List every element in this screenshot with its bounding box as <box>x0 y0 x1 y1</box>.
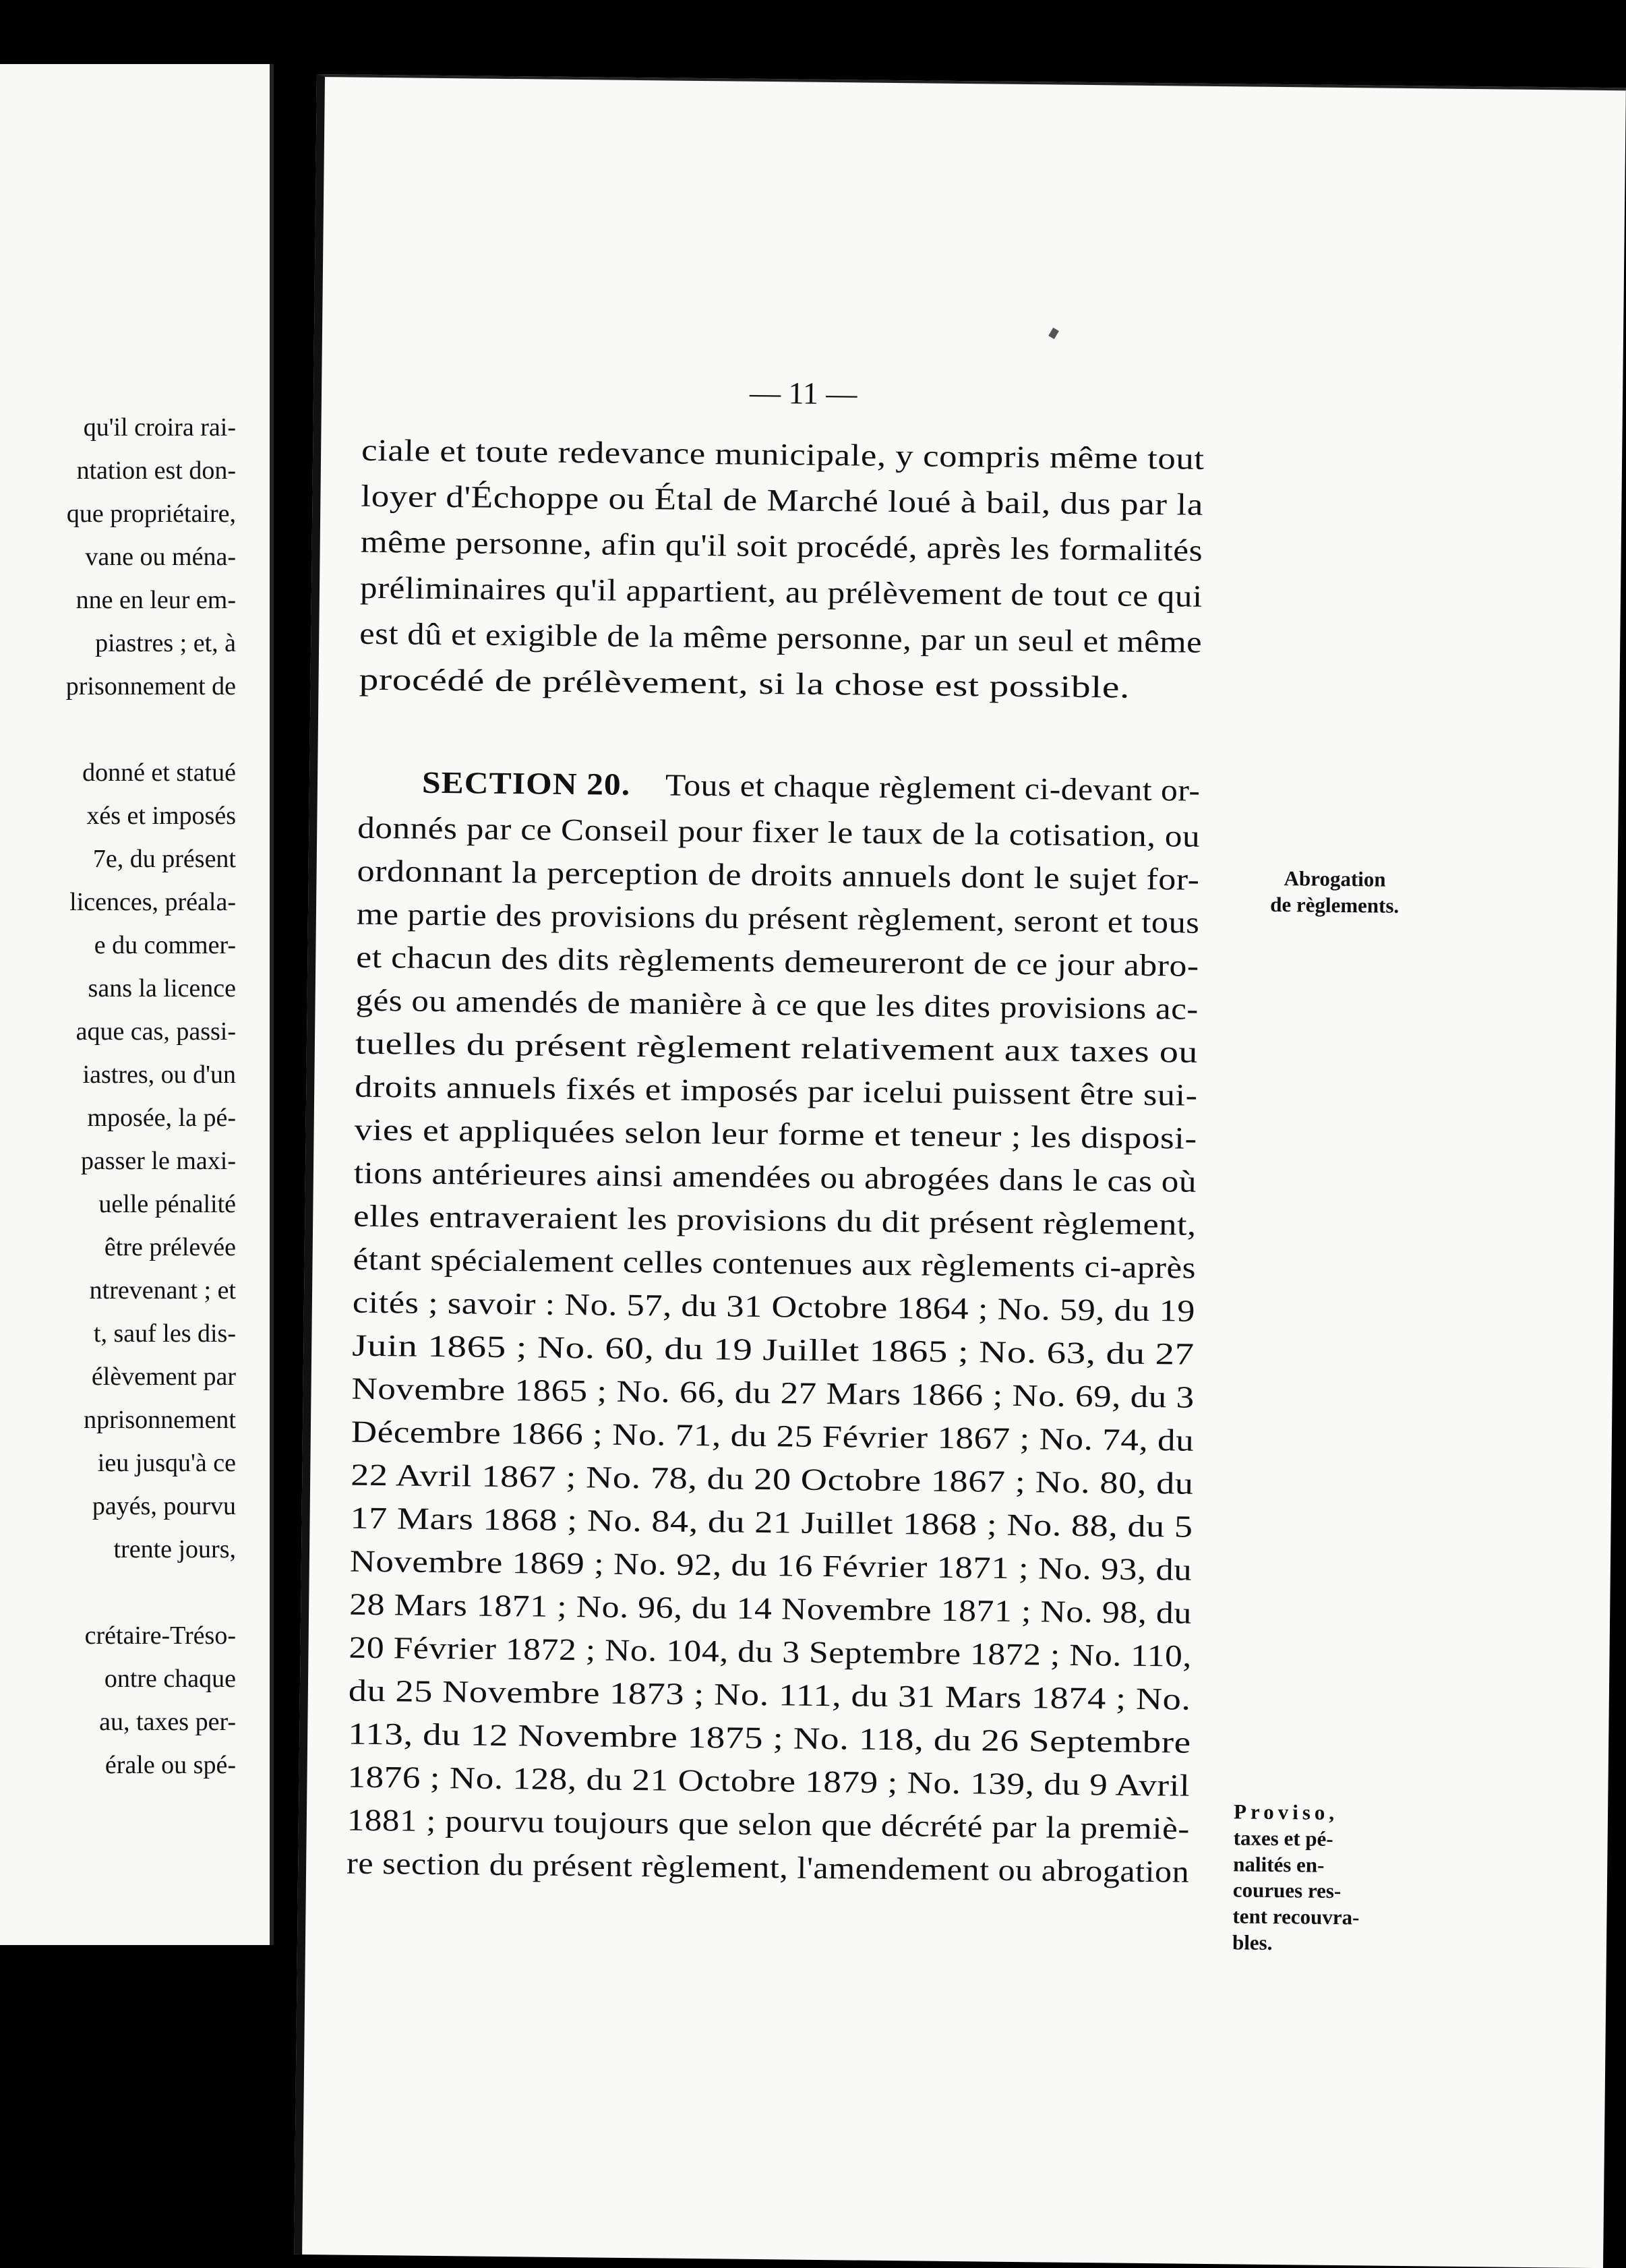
left-facing-page <box>0 64 274 1945</box>
left-page-line: mposée, la pé- <box>87 1104 236 1132</box>
margin-note-abrogation <box>1270 866 1399 919</box>
body-text-line: droits annuels fixés et imposés par icelui puissent être sui- <box>355 1069 1198 1112</box>
left-page-line: nprisonnement <box>84 1406 236 1434</box>
body-text-line: 22 Avril 1867 ; No. 78, du 20 Octobre 1867 ; No. 80, du <box>350 1457 1194 1501</box>
left-page-line: vane ou ména- <box>85 543 236 571</box>
left-page-line: aque cas, passi- <box>76 1017 236 1046</box>
body-text-line: Novembre 1869 ; No. 92, du 16 Février 1871 ; No. 93, du <box>349 1543 1193 1587</box>
left-page-line: t, sauf les dis- <box>93 1319 236 1348</box>
body-text-line: 17 Mars 1868 ; No. 84, du 21 Juillet 1868 ; No. 88, du 5 <box>350 1500 1193 1544</box>
section-label: SECTION 20. <box>421 765 631 802</box>
body-text-line: procédé de prélèvement, si la chose est possible. <box>359 661 1131 705</box>
section-first-line: Tous et chaque règlement ci-devant or- <box>665 767 1201 808</box>
margin-note-line: Proviso, <box>1233 1799 1339 1825</box>
body-text-line: tuelles du présent règlement relativement aux taxes ou <box>355 1025 1199 1069</box>
left-page-line: ntation est don- <box>76 456 236 485</box>
left-page-line: prisonnement de <box>65 672 236 700</box>
body-text-line: re section du présent règlement, l'amendement ou abrogation <box>346 1845 1190 1889</box>
left-page-line: licences, préala- <box>69 888 236 916</box>
body-text-line: étant spécialement celles contenues aux règlements ci-après <box>353 1241 1197 1285</box>
body-text-line: elles entraveraient les provisions du dit présent règlement, <box>353 1198 1197 1242</box>
left-page-line: payés, pourvu <box>92 1492 236 1520</box>
body-text-line: 113, du 12 Novembre 1875 ; No. 118, du 26 Septembre <box>347 1716 1191 1760</box>
body-text-line: loyer d'Échoppe ou Étal de Marché loué à bail, dus par la <box>361 478 1204 522</box>
body-text-line: 20 Février 1872 ; No. 104, du 3 Septembre 1872 ; No. 110, <box>349 1630 1193 1673</box>
left-page-line: crétaire-Tréso- <box>84 1621 236 1650</box>
left-page-line: iastres, ou d'un <box>82 1061 236 1089</box>
left-page-line: érale ou spé- <box>104 1751 236 1779</box>
body-text-line: me partie des provisions du présent règlement, seront et tous <box>356 896 1200 940</box>
left-page-line: xés et imposés <box>86 802 236 830</box>
margin-note-line: nalités en- <box>1233 1851 1325 1877</box>
body-text-line: donnés par ce Conseil pour fixer le taux de la cotisation, ou <box>357 810 1201 854</box>
left-page-line: trente jours, <box>113 1535 236 1563</box>
margin-note-proviso <box>1232 1799 1360 1957</box>
body-text-line: du 25 Novembre 1873 ; No. 111, du 31 Mars 1874 ; No. <box>348 1673 1191 1717</box>
margin-note-line: taxes et pé- <box>1233 1826 1333 1851</box>
left-page-line: sans la licence <box>88 974 236 1003</box>
body-text-line: même personne, afin qu'il soit procédé, après les formalités <box>360 524 1203 568</box>
left-page-line: ntrevenant ; et <box>89 1276 236 1305</box>
left-page-line: élèvement par <box>91 1363 236 1391</box>
left-page-line: que propriétaire, <box>66 500 236 528</box>
left-page-line: ieu jusqu'à ce <box>97 1449 236 1477</box>
page-number: — 11 — <box>749 375 857 411</box>
left-page-line: passer le maxi- <box>80 1147 236 1175</box>
left-page-line: e du commer- <box>94 931 236 959</box>
section-20-heading-line <box>422 767 1201 806</box>
body-text-line: ciale et toute redevance municipale, y compris même tout <box>361 432 1205 476</box>
body-text-line: tions antérieures ainsi amendées ou abrogées dans le cas où <box>353 1155 1197 1199</box>
left-page-line: nne en leur em- <box>76 586 236 614</box>
body-text-line: Décembre 1866 ; No. 71, du 25 Février 1867 ; No. 74, du <box>351 1414 1195 1458</box>
body-text-line: Juin 1865 ; No. 60, du 19 Juillet 1865 ; No. 63, du 27 <box>351 1327 1195 1371</box>
right-page <box>294 74 1626 2268</box>
left-page-line: au, taxes per- <box>99 1708 236 1736</box>
left-page-line: uelle pénalité <box>98 1190 236 1218</box>
body-text-line: cités ; savoir : No. 57, du 31 Octobre 1864 ; No. 59, du 19 <box>352 1284 1196 1328</box>
body-text-line: gés ou amendés de manière à ce que les dites provisions ac- <box>355 982 1199 1026</box>
body-text-line: Novembre 1865 ; No. 66, du 27 Mars 1866 ; No. 69, du 3 <box>351 1371 1195 1414</box>
body-text-line: vies et appliquées selon leur forme et teneur ; les disposi- <box>354 1112 1197 1156</box>
margin-note-line: tent recouvra- <box>1232 1904 1360 1930</box>
left-page-line: ontre chaque <box>104 1665 236 1693</box>
margin-note-line: bles. <box>1232 1930 1273 1954</box>
left-page-line: être prélevée <box>104 1233 236 1261</box>
left-page-line: donné et statué <box>82 758 236 787</box>
pencil-mark <box>1048 328 1059 339</box>
body-text-line: 1876 ; No. 128, du 21 Octobre 1879 ; No. 139, du 9 Avril <box>347 1759 1191 1803</box>
margin-note-line: de règlements. <box>1270 892 1399 918</box>
margin-note-line: courues res- <box>1232 1878 1342 1903</box>
body-text-line: 28 Mars 1871 ; No. 96, du 14 Novembre 1871 ; No. 98, du <box>349 1586 1193 1630</box>
body-text-line: et chacun des dits règlements demeureront de ce jour abro- <box>356 939 1199 983</box>
body-text-line: ordonnant la perception de droits annuels dont le sujet for- <box>357 853 1200 897</box>
left-page-line: 7e, du présent <box>92 845 236 873</box>
left-page-line: qu'il croira rai- <box>83 413 236 442</box>
body-text-line: est dû et exigible de la même personne, par un seul et même <box>359 616 1203 659</box>
body-text-line: 1881 ; pourvu toujours que selon que décrété par la premiè- <box>347 1802 1191 1846</box>
left-page-line: piastres ; et, à <box>95 629 236 657</box>
margin-note-line: Abrogation <box>1284 866 1386 891</box>
body-text-line: préliminaires qu'il appartient, au prélèvement de tout ce qui <box>359 570 1203 614</box>
